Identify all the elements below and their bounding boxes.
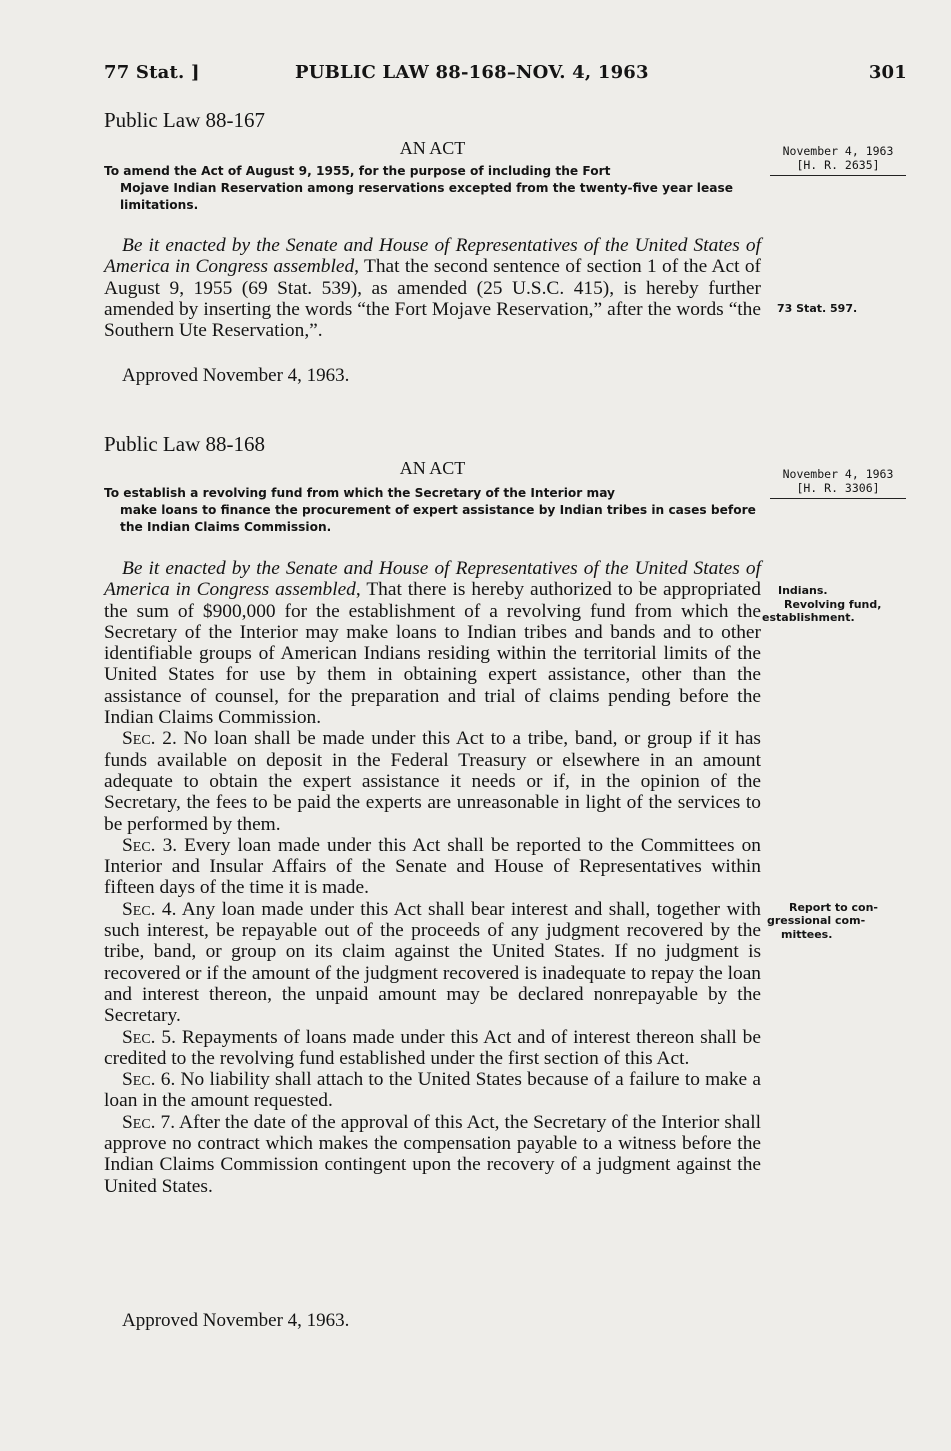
law-88-168-purpose [104, 485, 764, 536]
volume-reference: 77 Stat. ] [104, 62, 200, 83]
margin-note-revolving-fund: Revolving fund, [784, 598, 882, 611]
law-88-168-approved: Approved November 4, 1963. [122, 1310, 350, 1331]
page-number: 301 [868, 62, 907, 83]
law-88-168-section-2: Sec. 2. No loan shall be made under this Act to a tribe, band, or group if it has funds available on deposit in the Federal Treasury or elsewhere in an amount adequate to obtain the expert assistance it needs or if, in the opinion of the Secretary, the fees to be paid the experts are unreasonable in light of the services to be performed by them. [104, 728, 761, 835]
margin-note-establishment: establishment. [762, 611, 855, 624]
law-88-167-enacting-clause: Be it enacted by the Senate and House of Representatives of the United States of America in Congress assembled [104, 235, 761, 278]
margin-note-report-2: gressional com- [767, 914, 866, 927]
margin-note-indians: Indians. [778, 584, 828, 597]
law-88-168-section-4: Sec. 4. Any loan made under this Act shall bear interest and shall, together with such interest, be repayable out of the proceeds of any judgment recovered by the tribe, band, or group on its claim against the United States. If no judgment is recovered or if the amount of the judgment recovered is inadequate to repay the loan and interest thereon, the unpaid amount may be declared nonrepayable by the Secretary. [104, 898, 761, 1027]
law-88-167-text: , That the second sentence of section 1 of the Act of August 9, 1955 (69 Stat. 539), as amended (25 U.S.C. 415), is hereby further amended by inserting the words “the Fort Mojave Reservation,” after the words “the Southern Ute Reservation,”. [104, 256, 761, 342]
running-title: PUBLIC LAW 88-168–NOV. 4, 1963 [295, 62, 649, 83]
law-88-167-act-label: AN ACT [399, 138, 466, 158]
law-88-168-purpose-rest: make loans to finance the procurement of expert assistance by Indian tribes in cases before the Indian Claims Commission. [120, 503, 756, 534]
law-88-167-title: Public Law 88-167 [104, 108, 265, 132]
margin-note-report-1: Report to con- [789, 901, 878, 914]
law-88-167-purpose [104, 163, 764, 214]
margin-note-report-3: mittees. [781, 928, 833, 941]
law-88-167-bill-number: [H. R. 2635] [770, 158, 906, 176]
law-88-167-purpose-line1: To amend the Act of August 9, 1955, for the purpose of including the Fort [104, 164, 611, 178]
law-88-167-approved: Approved November 4, 1963. [122, 365, 350, 386]
law-88-168-margin-date [770, 467, 906, 499]
law-88-168-section-3: Sec. 3. Every loan made under this Act shall be reported to the Committees on Interior and Insular Affairs of the Senate and House of Representatives within fifteen days of the time it is made. [104, 834, 761, 899]
law-88-168-title: Public Law 88-168 [104, 432, 265, 456]
law-88-168-section-7: Sec. 7. After the date of the approval of this Act, the Secretary of the Interior shall approve no contract which makes the compensation payable to a witness before the Indian Claims Commission contingent upon the recovery of a judgment against the United States. [104, 1111, 761, 1197]
law-88-168-section-5: Sec. 5. Repayments of loans made under this Act and of interest thereon shall be credited to the revolving fund established under the first section of this Act. [104, 1026, 761, 1069]
law-88-168-body [104, 558, 761, 1197]
law-88-167-body [104, 235, 761, 341]
law-88-168-purpose-line1: To establish a revolving fund from which the Secretary of the Interior may [104, 486, 615, 500]
law-88-167-date: November 4, 1963 [782, 144, 894, 158]
law-88-168-bill-number: [H. R. 3306] [770, 481, 906, 499]
law-88-167-purpose-rest: Mojave Indian Reservation among reservations excepted from the twenty-five year lease limitations. [120, 181, 733, 212]
law-88-168-enacting-clause: Be it enacted by the Senate and House of Representatives of the United States of America in Congress assembled [104, 558, 761, 601]
law-88-167-margin-note: 73 Stat. 597. [777, 302, 858, 315]
law-88-167-margin-date [770, 144, 906, 176]
law-88-168-section-6: Sec. 6. No liability shall attach to the United States because of a failure to make a loan in the amount requested. [104, 1069, 761, 1112]
law-88-168-date: November 4, 1963 [782, 467, 894, 481]
law-88-168-section-1: , That there is hereby authorized to be appropriated the sum of $900,000 for the establishment of a revolving fund from which the Secretary of the Interior may make loans to Indian tribes and bands and to other identifiable groups of American Indians residing within the territorial limits of the United States for use by them in obtaining expert assistance, other than the assistance of counsel, for the preparation and trial of claims pending before the Indian Claims Commission. [104, 579, 761, 729]
law-88-168-act-label: AN ACT [399, 458, 466, 478]
